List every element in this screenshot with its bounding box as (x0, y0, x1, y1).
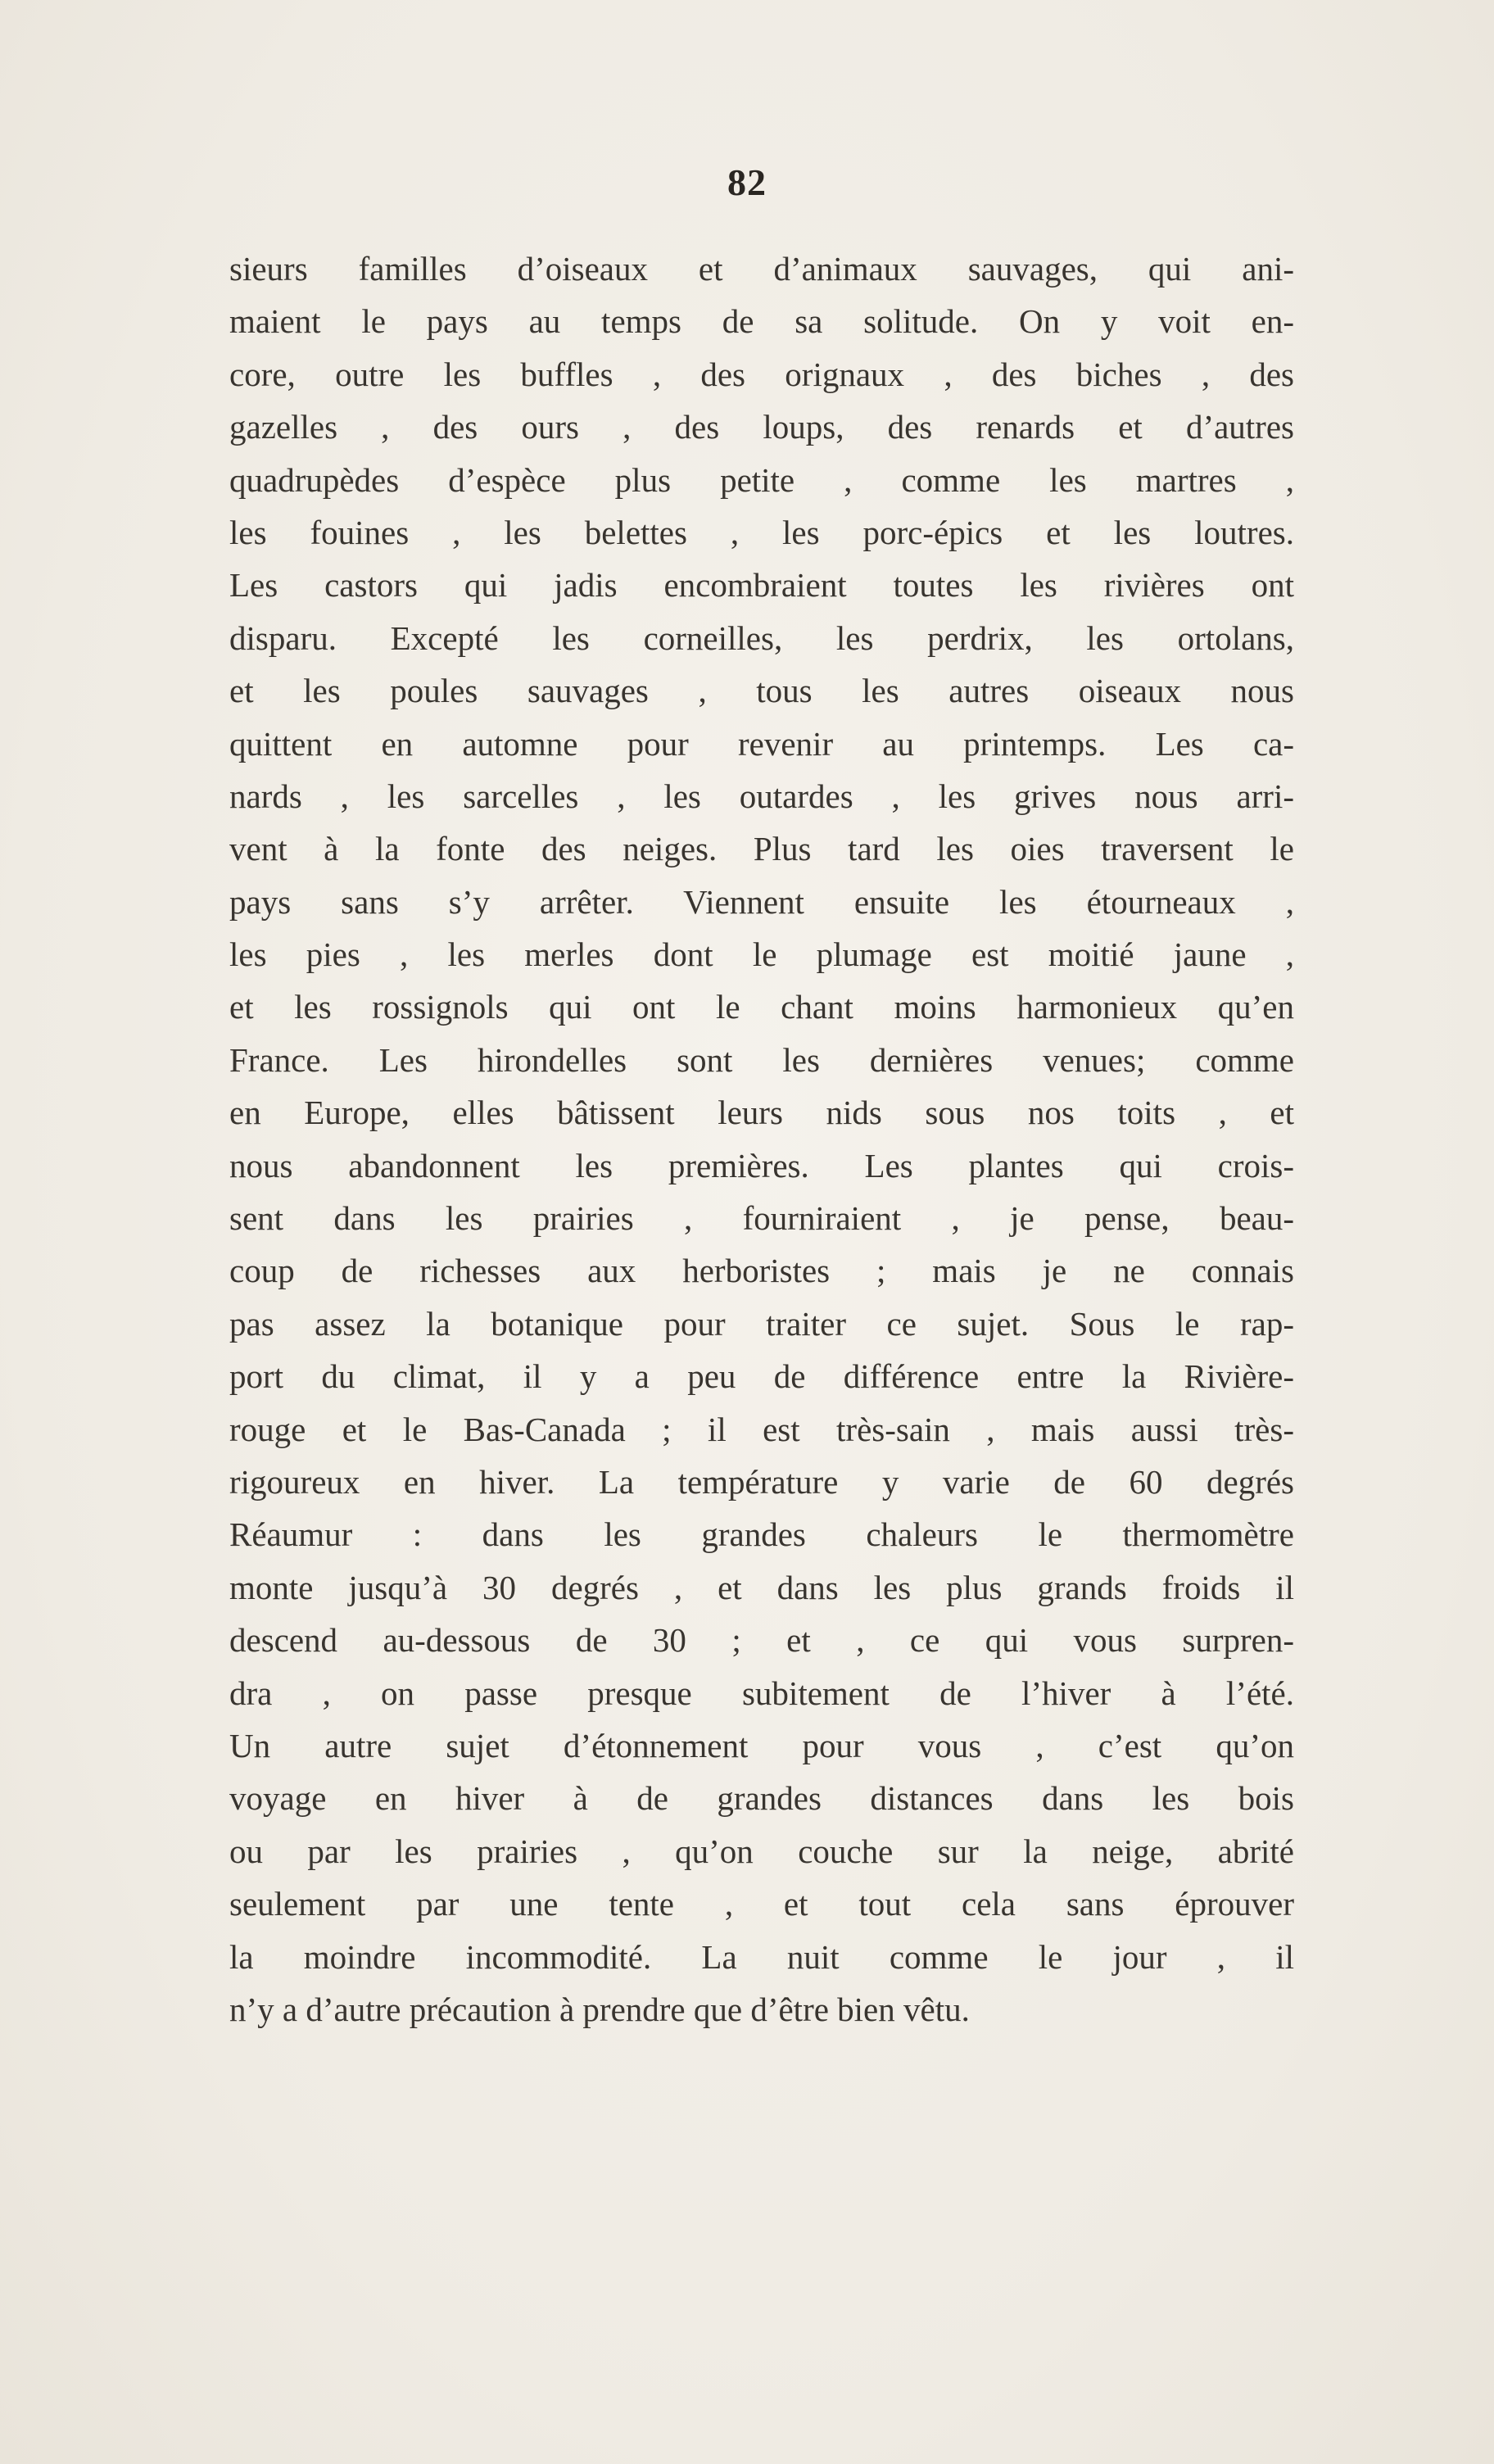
text-line: nous abandonnent les premières. Les plantes qui crois- (229, 1146, 1294, 1184)
text-line: monte jusqu’à 30 degrés , et dans les plus grands froids il (229, 1568, 1294, 1606)
text-line: n’y a d’autre précaution à prendre que d’être bien vêtu. (229, 1990, 970, 2028)
text-line: quittent en automne pour revenir au printemps. Les ca- (229, 724, 1294, 763)
text-line: pays sans s’y arrêter. Viennent ensuite les étourneaux , (229, 882, 1294, 921)
text-line: et les poules sauvages , tous les autres oiseaux nous (229, 672, 1294, 710)
text-line: maient le pays au temps de sa solitude. On y voit en- (229, 302, 1294, 341)
text-line: les pies , les merles dont le plumage est moitié jaune , (229, 935, 1294, 974)
body-text (229, 242, 1294, 2036)
text-line: quadrupèdes d’espèce plus petite , comme les martres , (229, 460, 1294, 499)
text-line: en Europe, elles bâtissent leurs nids sous nos toits , et (229, 1094, 1294, 1132)
text-line: port du climat, il y a peu de différence entre la Rivière- (229, 1357, 1294, 1396)
text-line: Réaumur : dans les grandes chaleurs le thermomètre (229, 1515, 1294, 1554)
text-line: disparu. Excepté les corneilles, les perdrix, les ortolans, (229, 618, 1294, 657)
page-number: 82 (727, 161, 767, 203)
text-line: vent à la fonte des neiges. Plus tard les oies traversent le (229, 830, 1294, 868)
text-line: sieurs familles d’oiseaux et d’animaux sauvages, qui ani- (229, 250, 1294, 288)
text-line: les fouines , les belettes , les porc-épics et les loutres. (229, 513, 1294, 551)
text-line: voyage en hiver à de grandes distances dans les bois (229, 1779, 1294, 1818)
text-line: nards , les sarcelles , les outardes , les grives nous arri- (229, 777, 1294, 815)
text-line: et les rossignols qui ont le chant moins harmonieux qu’en (229, 988, 1294, 1026)
text-line: la moindre incommodité. La nuit comme le jour , il (229, 1937, 1294, 1976)
text-line: rouge et le Bas-Canada ; il est très-sain , mais aussi très- (229, 1410, 1294, 1448)
text-line: Les castors qui jadis encombraient toutes les rivières ont (229, 566, 1294, 605)
text-line: gazelles , des ours , des loups, des renards et d’autres (229, 408, 1294, 446)
text-line: sent dans les prairies , fourniraient , je pense, beau- (229, 1199, 1294, 1238)
text-line: pas assez la botanique pour traiter ce sujet. Sous le rap- (229, 1304, 1294, 1343)
text-line: dra , on passe presque subitement de l’hiver à l’été. (229, 1674, 1294, 1712)
text-line: France. Les hirondelles sont les dernières venues; comme (229, 1040, 1294, 1079)
text-line: descend au-dessous de 30 ; et , ce qui vous surpren- (229, 1621, 1294, 1660)
text-line: coup de richesses aux herboristes ; mais je ne connais (229, 1252, 1294, 1290)
text-line: seulement par une tente , et tout cela sans éprouver (229, 1885, 1294, 1923)
text-line: ou par les prairies , qu’on couche sur la neige, abrité (229, 1832, 1294, 1870)
text-line: Un autre sujet d’étonnement pour vous , c’est qu’on (229, 1726, 1294, 1764)
text-line: core, outre les buffles , des orignaux , des biches , des (229, 355, 1294, 393)
text-line: rigoureux en hiver. La température y varie de 60 degrés (229, 1462, 1294, 1501)
